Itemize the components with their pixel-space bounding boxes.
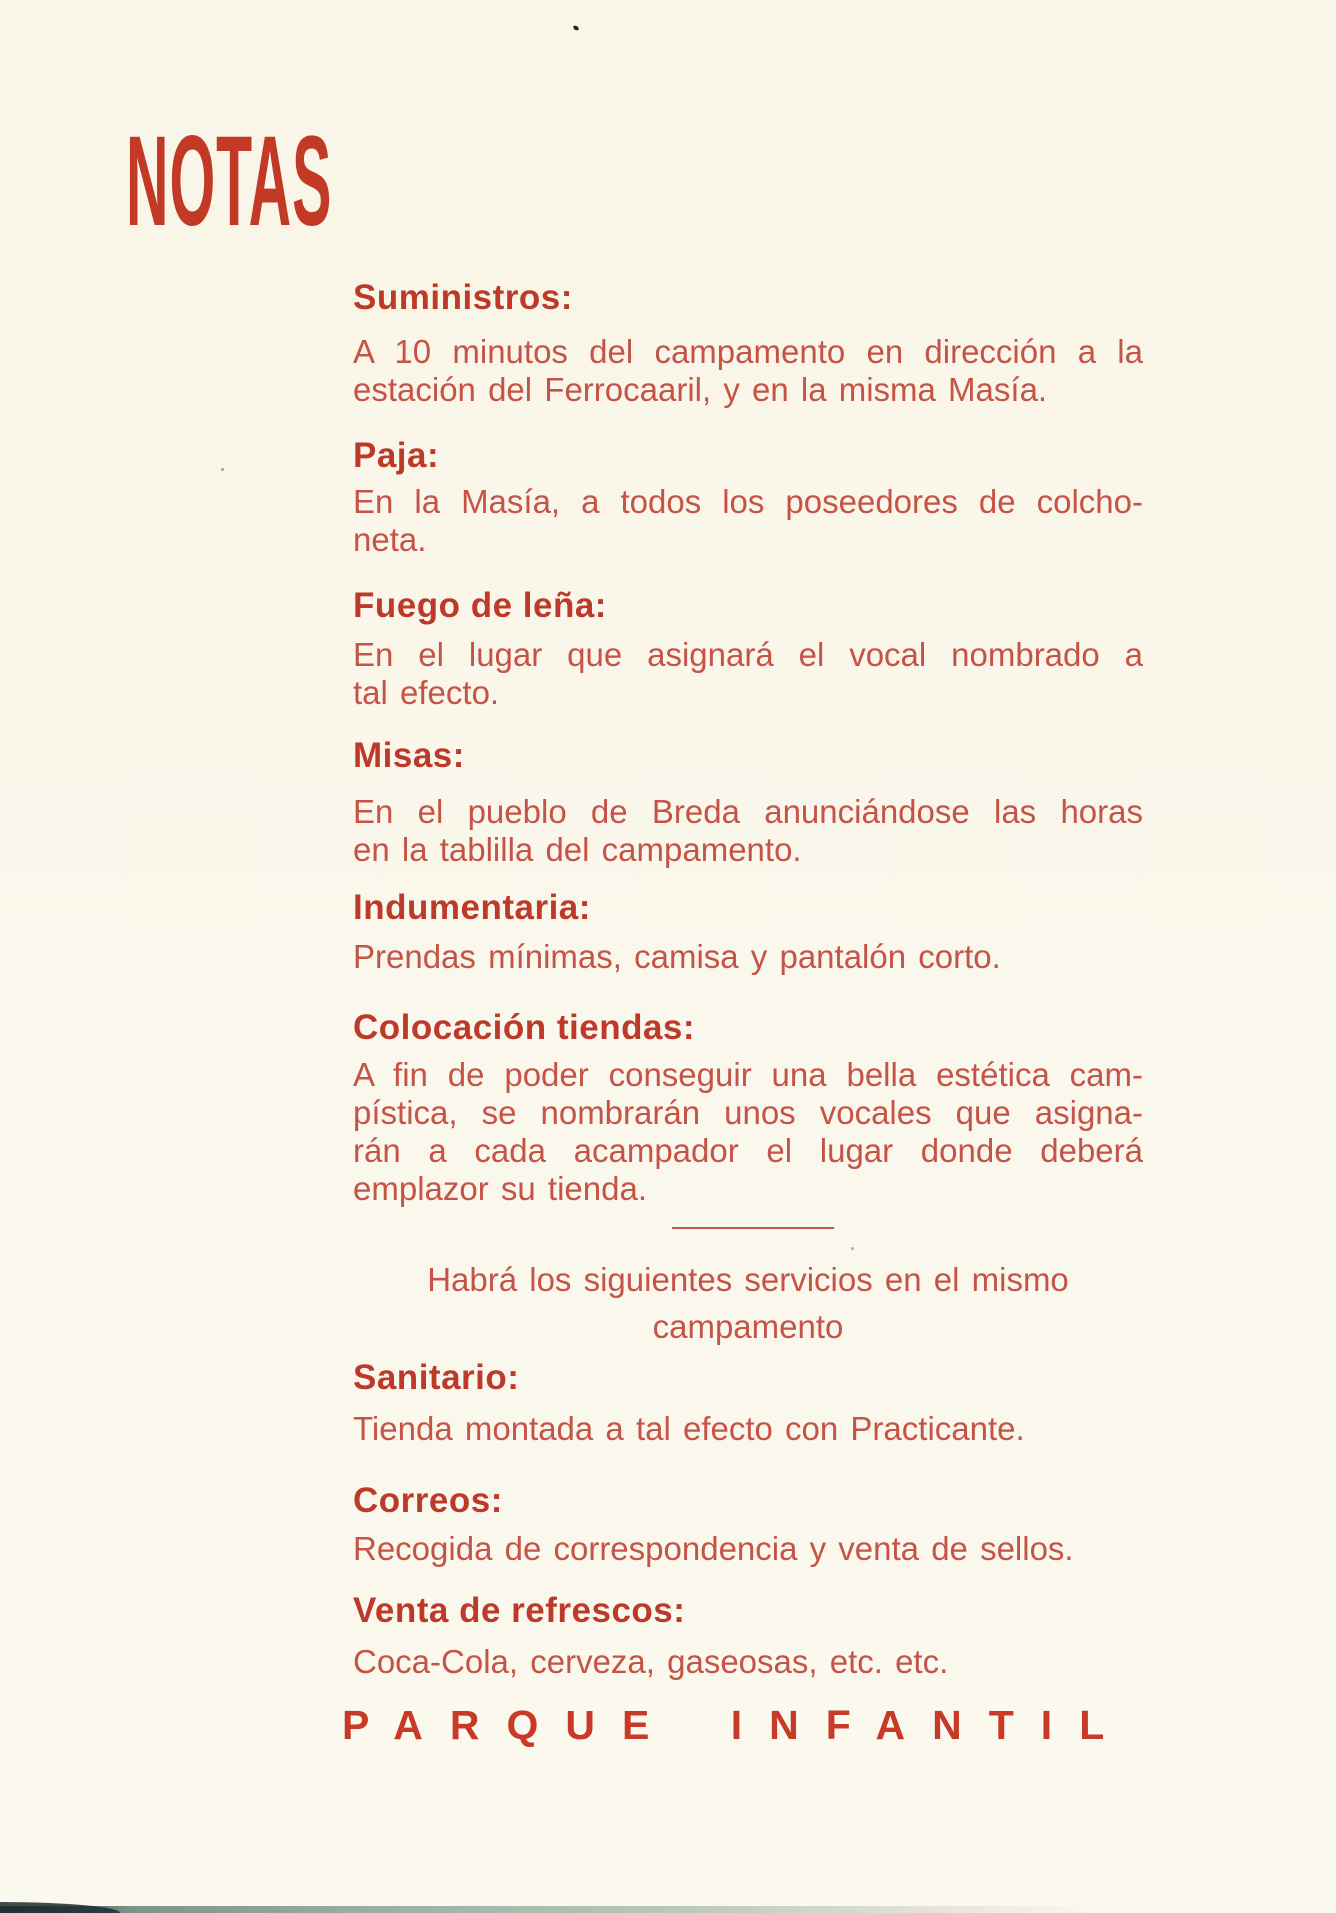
body-line: En el pueblo de Breda anunciándose las horas [353, 793, 1143, 830]
section-heading-indumentaria: Indumentaria: [353, 888, 591, 927]
body-line: Recogida de correspondencia y venta de sellos. [353, 1530, 1074, 1567]
interlude-line: Habrá los siguientes servicios en el mismo [427, 1261, 1069, 1298]
footer-title: PARQUE INFANTIL [342, 1702, 1132, 1748]
body-line: En la Masía, a todos los poseedores de colcho- [353, 483, 1143, 520]
body-line: rán a cada acampador el lugar donde deberá [353, 1132, 1143, 1169]
paper-speck [221, 468, 224, 471]
body-line: tal efecto. [353, 674, 500, 711]
section-divider-rule [672, 1227, 834, 1229]
section-body-paja [353, 483, 1143, 559]
section-heading-fuego-de-lena: Fuego de leña: [353, 586, 607, 625]
paper-speck [851, 1247, 854, 1250]
section-body-correos [353, 1530, 1143, 1568]
section-body-fuego-de-lena [353, 636, 1143, 712]
body-line: Prendas mínimas, camisa y pantalón corto. [353, 938, 1001, 975]
page-title: NOTAS [126, 110, 333, 253]
section-body-venta-de-refrescos [353, 1643, 1143, 1681]
scan-edge-strip [0, 1906, 1336, 1913]
section-heading-venta-de-refrescos: Venta de refrescos: [353, 1591, 686, 1630]
body-line: A fin de poder conseguir una bella estética cam- [353, 1056, 1143, 1093]
section-heading-misas: Misas: [353, 736, 465, 775]
interlude-line: campamento [652, 1308, 844, 1345]
body-line: Tienda montada a tal efecto con Practicante. [353, 1410, 1025, 1447]
section-body-suministros [353, 333, 1143, 409]
body-line: emplazor su tienda. [353, 1170, 647, 1207]
section-heading-colocacion-tiendas: Colocación tiendas: [353, 1008, 696, 1047]
interlude-text [353, 1256, 1143, 1350]
body-line: neta. [353, 521, 427, 558]
section-body-misas [353, 793, 1143, 869]
body-line: en la tablilla del campamento. [353, 831, 802, 868]
body-line: A 10 minutos del campamento en dirección a la [353, 333, 1143, 370]
section-heading-correos: Correos: [353, 1481, 503, 1520]
section-body-sanitario [353, 1410, 1143, 1448]
body-line: Coca-Cola, cerveza, gaseosas, etc. etc. [353, 1643, 949, 1680]
section-body-colocacion-tiendas [353, 1056, 1143, 1208]
section-body-indumentaria [353, 938, 1143, 976]
paper-speck [572, 25, 579, 32]
section-heading-paja: Paja: [353, 436, 440, 475]
section-heading-suministros: Suministros: [353, 278, 573, 317]
body-line: En el lugar que asignará el vocal nombrado a [353, 636, 1143, 673]
section-heading-sanitario: Sanitario: [353, 1358, 520, 1397]
body-line: pística, se nombrarán unos vocales que asigna- [353, 1094, 1143, 1131]
body-line: estación del Ferrocaaril, y en la misma Masía. [353, 371, 1048, 408]
